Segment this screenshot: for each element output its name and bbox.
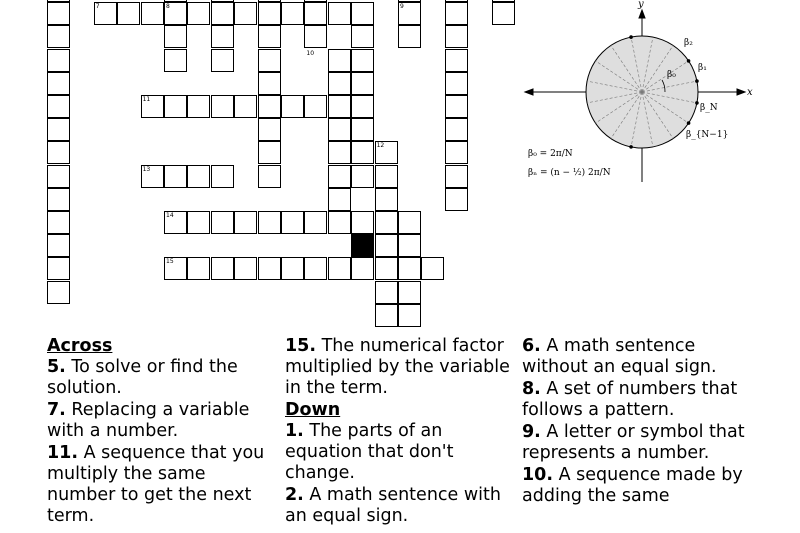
clue-item [47, 400, 275, 442]
crossword-cell[interactable] [375, 281, 398, 304]
down-heading: Down [285, 400, 341, 420]
crossword-cell[interactable] [328, 188, 351, 211]
circle-point [695, 79, 699, 83]
crossword-cell[interactable] [187, 211, 210, 234]
crossword-cell[interactable] [211, 95, 234, 118]
crossword-cell[interactable] [211, 49, 234, 72]
crossword-cell[interactable] [234, 95, 257, 118]
x-axis-arrow [737, 89, 745, 95]
crossword-cell[interactable] [211, 257, 234, 280]
crossword-cell[interactable] [258, 257, 281, 280]
crossword-cell[interactable] [258, 211, 281, 234]
crossword-cell[interactable] [445, 188, 468, 211]
crossword-cell[interactable] [258, 2, 281, 25]
crossword-cell[interactable] [258, 25, 281, 48]
crossword-cell[interactable] [328, 95, 351, 118]
clue-number: 6. [522, 336, 541, 356]
clue-text: A sequence made by adding the same [522, 465, 743, 506]
crossword-cell[interactable] [375, 304, 398, 327]
crossword-cell[interactable] [304, 0, 327, 2]
crossword-cell[interactable] [281, 2, 304, 25]
crossword-cell[interactable] [164, 49, 187, 72]
x-axis-label: x [747, 87, 753, 98]
clue-number: 10. [522, 465, 554, 485]
crossword-cell[interactable] [421, 257, 444, 280]
crossword-cell[interactable] [398, 304, 421, 327]
crossword-cell[interactable] [281, 211, 304, 234]
clue-number: 11. [47, 443, 79, 463]
crossword-cell[interactable] [351, 72, 374, 95]
crossword-cell[interactable] [398, 281, 421, 304]
crossword-cell[interactable] [211, 0, 234, 2]
crossword-cell[interactable] [281, 257, 304, 280]
crossword-cell[interactable] [445, 49, 468, 72]
crossword-cell[interactable] [351, 25, 374, 48]
clue-number-label: 8 [166, 3, 170, 11]
beta1-label: β₁ [698, 63, 707, 73]
crossword-cell[interactable] [164, 0, 187, 2]
crossword-cell[interactable] [304, 25, 327, 48]
crossword-cell[interactable] [258, 141, 281, 164]
circle-point [687, 121, 691, 125]
crossword-cell[interactable] [47, 141, 70, 164]
clues-column-2 [285, 336, 517, 528]
crossword-cell[interactable] [164, 25, 187, 48]
clue-number-label: 11 [142, 96, 151, 103]
crossword-cell[interactable] [351, 165, 374, 188]
clue-number-label: 14 [166, 212, 174, 219]
crossword-cell[interactable] [375, 188, 398, 211]
crossword-cell[interactable] [445, 118, 468, 141]
crossword-cell[interactable] [47, 118, 70, 141]
betaN1-label: β_{N−1} [686, 130, 729, 140]
crossword-cell[interactable] [47, 281, 70, 304]
crossword-cell[interactable] [398, 234, 421, 257]
crossword-cell[interactable] [47, 257, 70, 280]
clue-number: 1. [285, 421, 304, 441]
crossword-cell[interactable] [47, 234, 70, 257]
across-clue-list-continued [285, 336, 517, 399]
clues-column-1 [47, 336, 275, 528]
clue-number-label: 15 [166, 258, 174, 266]
x-axis-arrow-left [525, 89, 533, 95]
crossword-cell[interactable] [445, 141, 468, 164]
crossword-cell[interactable] [445, 165, 468, 188]
crossword-cell[interactable] [304, 95, 327, 118]
crossword-cell[interactable] [398, 25, 421, 48]
crossword-cell[interactable] [328, 257, 351, 280]
crossword-cell[interactable] [351, 141, 374, 164]
clue-number: 7. [47, 400, 66, 420]
crossword-cell[interactable] [258, 72, 281, 95]
beta0-label: β₀ [667, 70, 676, 80]
crossword-cell[interactable] [258, 118, 281, 141]
clue-item [522, 465, 752, 507]
circle-point [695, 101, 699, 105]
crossword-cell[interactable] [351, 95, 374, 118]
betaN-label: β_N [700, 103, 718, 113]
down-clue-list-continued [522, 336, 752, 507]
circle-point [687, 59, 691, 63]
crossword-cell[interactable] [164, 165, 187, 188]
crossword-block [351, 234, 374, 257]
crossword-cell[interactable] [211, 2, 234, 25]
crossword-cell[interactable] [328, 72, 351, 95]
crossword-cell[interactable] [164, 95, 187, 118]
clue-text: A set of numbers that follows a pattern. [522, 379, 738, 420]
crossword-cell[interactable] [328, 2, 351, 25]
crossword-cell[interactable] [445, 72, 468, 95]
crossword-cell[interactable] [47, 95, 70, 118]
clue-number-label: 7 [95, 3, 100, 11]
clue-number: 9. [522, 422, 541, 442]
crossword-cell[interactable] [351, 2, 374, 25]
crossword-cell[interactable] [187, 2, 210, 25]
crossword-cell[interactable] [187, 95, 210, 118]
crossword-cell[interactable] [47, 188, 70, 211]
crossword-cell[interactable] [351, 49, 374, 72]
y-axis-arrow [639, 10, 645, 18]
crossword-cell[interactable] [328, 165, 351, 188]
crossword-cell[interactable] [187, 165, 210, 188]
crossword-cell[interactable] [258, 0, 281, 2]
crossword-cell[interactable] [211, 211, 234, 234]
crossword-cell[interactable] [187, 257, 210, 280]
clue-number: 2. [285, 485, 304, 505]
formula-betan: βₙ = (n − ½) 2π/N [528, 168, 611, 178]
clue-item [285, 421, 517, 484]
crossword-cell[interactable] [375, 257, 398, 280]
y-axis-label: y [638, 0, 644, 10]
clue-text: A letter or symbol that represents a number. [522, 422, 745, 463]
crossword-cell[interactable] [398, 211, 421, 234]
clue-text: The parts of an equation that don't change. [285, 421, 454, 483]
crossword-cell[interactable] [445, 25, 468, 48]
down-clue-list [285, 421, 517, 527]
crossword-cell[interactable] [281, 95, 304, 118]
clue-number-label: 12 [376, 142, 385, 150]
beta2-label: β₂ [684, 38, 693, 48]
clue-item [522, 336, 752, 378]
clue-number: 5. [47, 357, 66, 377]
crossword-cell[interactable] [351, 257, 374, 280]
circle-point [629, 35, 633, 39]
clue-item [522, 422, 752, 464]
clue-text: A math sentence with an equal sign. [285, 485, 501, 526]
crossword-cell[interactable] [398, 257, 421, 280]
across-heading: Across [47, 336, 113, 356]
crossword-cell[interactable] [492, 2, 515, 25]
crossword-cell[interactable] [328, 141, 351, 164]
crossword-cell[interactable] [117, 2, 140, 25]
crossword-cell[interactable] [351, 118, 374, 141]
crossword-cell[interactable] [47, 2, 70, 25]
crossword-cell[interactable] [258, 95, 281, 118]
clue-item [522, 379, 752, 421]
crossword-cell[interactable] [234, 2, 257, 25]
clue-item [47, 357, 275, 399]
crossword-cell[interactable] [328, 118, 351, 141]
crossword-cell[interactable] [234, 257, 257, 280]
across-clue-list [47, 357, 275, 527]
crossword-cell[interactable] [304, 2, 327, 25]
crossword-cell[interactable] [211, 25, 234, 48]
clue-text: The numerical factor multiplied by the variable in the term. [285, 336, 510, 398]
crossword-cell[interactable] [258, 165, 281, 188]
crossword-cell[interactable] [375, 165, 398, 188]
clue-item [47, 443, 275, 527]
crossword-cell[interactable] [47, 72, 70, 95]
crossword-cell[interactable] [47, 211, 70, 234]
clue-text: Replacing a variable with a number. [47, 400, 250, 441]
crossword-cell[interactable] [47, 49, 70, 72]
crossword-cell[interactable] [328, 211, 351, 234]
crossword-cell[interactable] [351, 211, 374, 234]
crossword-cell[interactable] [234, 211, 257, 234]
circle-point [629, 145, 633, 149]
crossword-cell[interactable] [141, 2, 164, 25]
clues-column-3 [522, 336, 752, 508]
clue-number-label: 13 [142, 165, 151, 173]
clue-item [285, 485, 517, 527]
crossword-cell[interactable] [304, 211, 327, 234]
clue-number-label: 9 [400, 3, 404, 11]
crossword-cell[interactable] [445, 2, 468, 25]
clue-number: 8. [522, 379, 541, 399]
clue-number-label: 10 [306, 49, 315, 57]
clue-text: A math sentence without an equal sign. [522, 336, 717, 377]
clue-item [285, 336, 517, 399]
crossword-cell[interactable] [258, 49, 281, 72]
crossword-cell[interactable] [375, 211, 398, 234]
crossword-cell[interactable] [47, 25, 70, 48]
crossword-cell[interactable] [375, 234, 398, 257]
crossword-cell[interactable] [47, 165, 70, 188]
clue-text: To solve or find the solution. [47, 357, 238, 398]
clue-number: 15. [285, 336, 317, 356]
crossword-grid [0, 0, 520, 340]
formula-beta0: β₀ = 2π/N [528, 149, 573, 159]
crossword-cell[interactable] [211, 165, 234, 188]
crossword-cell[interactable] [328, 49, 351, 72]
crossword-cell[interactable] [304, 257, 327, 280]
crossword-cell[interactable] [445, 95, 468, 118]
angle-diagram [520, 0, 760, 190]
clue-text: A sequence that you multiply the same number to get the next term. [47, 443, 265, 526]
